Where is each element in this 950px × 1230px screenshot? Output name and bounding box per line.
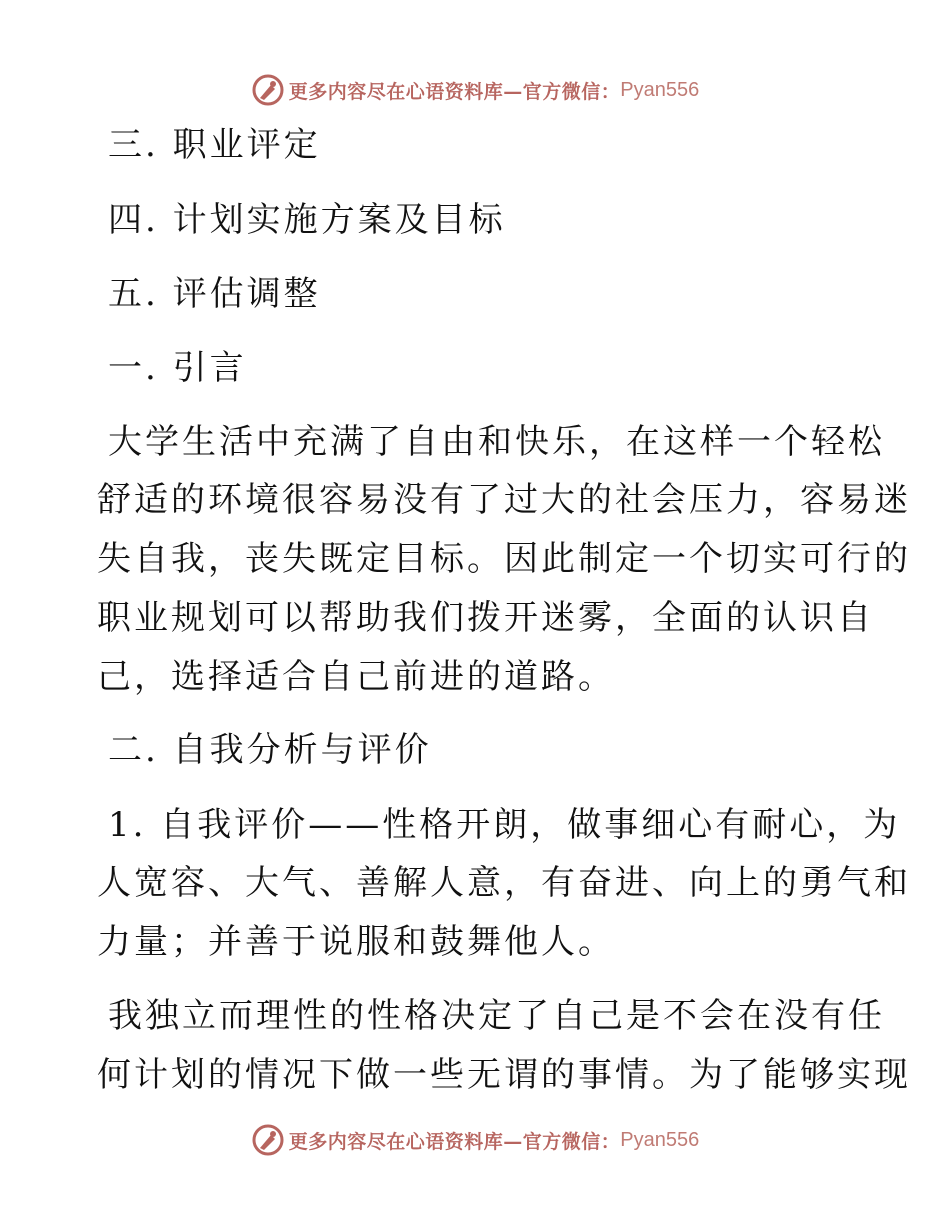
self-eval-line: 力量；并善于说服和鼓舞他人。	[97, 922, 615, 962]
intro-paragraph-line: 职业规划可以帮助我们拨开迷雾，全面的认识自	[97, 598, 874, 638]
watermark-wechat-id: Pyan556	[620, 78, 700, 101]
outline-item-5: 五. 评估调整	[108, 274, 321, 314]
header-watermark	[0, 70, 950, 110]
self-eval-line: 1. 自我评价——性格开朗，做事细心有耐心，为	[108, 805, 901, 845]
section-heading-self-analysis: 二. 自我分析与评价	[108, 730, 432, 770]
self-paragraph-line: 我独立而理性的性格决定了自己是不会在没有任	[108, 996, 885, 1036]
pen-nib-circle-icon	[251, 1123, 285, 1157]
self-eval-line: 人宽容、大气、善解人意，有奋进、向上的勇气和	[97, 863, 911, 903]
footer-watermark	[0, 1120, 950, 1160]
intro-paragraph-line: 大学生活中充满了自由和快乐，在这样一个轻松	[108, 422, 885, 462]
watermark-text: 更多内容尽在心语资料库—官方微信：	[288, 1130, 621, 1153]
intro-paragraph-line: 失自我，丧失既定目标。因此制定一个切实可行的	[97, 539, 911, 579]
outline-item-4: 四. 计划实施方案及目标	[108, 200, 506, 240]
self-paragraph-line: 何计划的情况下做一些无谓的事情。为了能够实现	[97, 1055, 911, 1095]
watermark-text: 更多内容尽在心语资料库—官方微信：	[288, 80, 621, 103]
outline-item-3: 三. 职业评定	[108, 125, 321, 165]
watermark-wechat-id: Pyan556	[620, 1128, 700, 1151]
intro-paragraph-line: 舒适的环境很容易没有了过大的社会压力，容易迷	[97, 480, 911, 520]
intro-paragraph-line: 己，选择适合自己前进的道路。	[97, 657, 615, 697]
section-heading-intro: 一. 引言	[108, 348, 247, 388]
pen-nib-circle-icon	[251, 73, 285, 107]
